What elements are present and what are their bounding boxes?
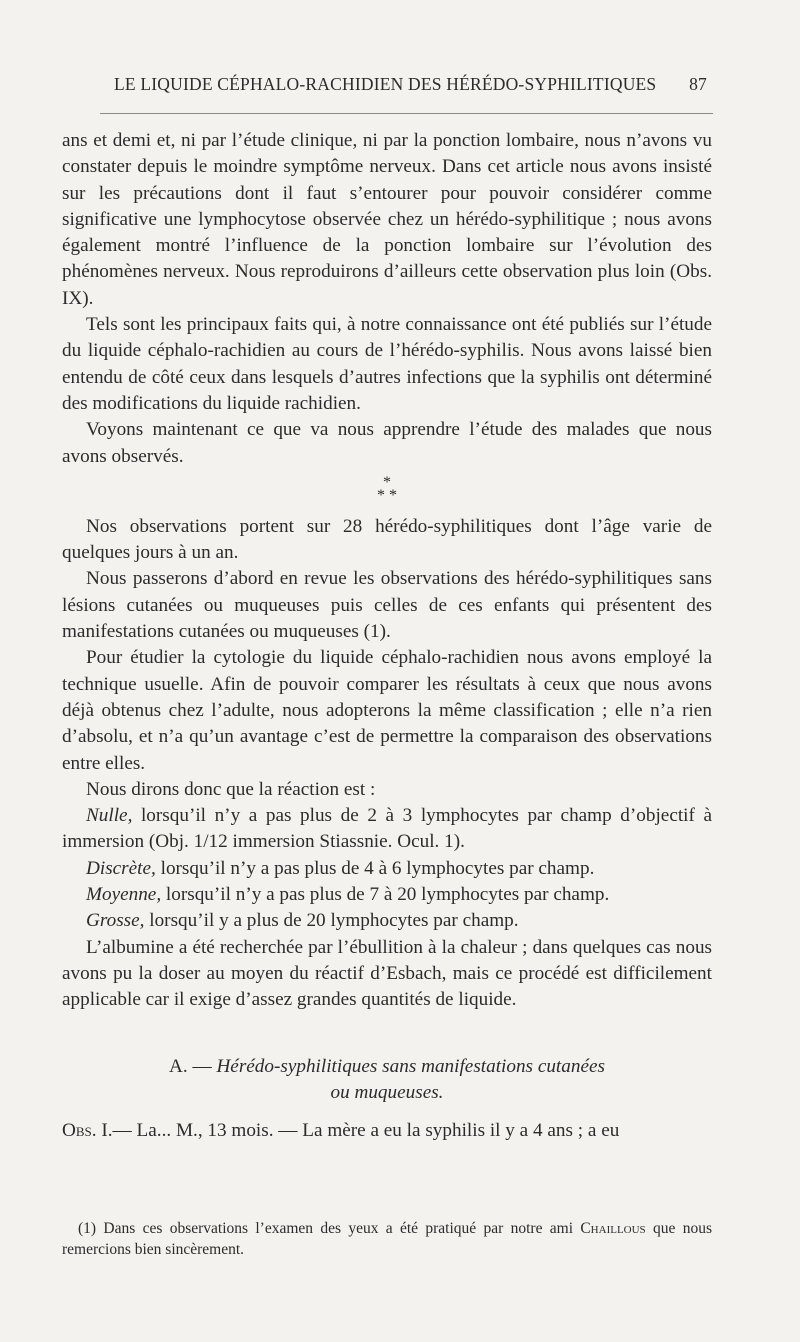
definition-term: Grosse, <box>86 910 145 932</box>
header-rule <box>100 113 713 114</box>
definition-text: lorsqu’il n’y a pas plus de 4 à 6 lymphocytes par champ. <box>155 857 595 879</box>
paragraph: Nos observations portent sur 28 hérédo-syphilitiques dont l’âge varie de quelques jours à un an. <box>62 515 712 564</box>
running-title: LE LIQUIDE CÉPHALO-RACHIDIEN DES HÉRÉDO-SYPHILITIQUES <box>114 74 657 94</box>
definition-nulle <box>62 803 712 856</box>
page-number: 87 <box>689 74 707 94</box>
footnote-marker: (1) <box>78 1220 97 1237</box>
definition-text: lorsqu’il n’y a pas plus de 2 à 3 lymphocytes par champ d’objectif à immersion (Obj. 1/12 immersion Stiassnie. Ocul. 1). <box>62 805 712 853</box>
footnote-text: Dans ces observations l’examen des yeux a été pratiqué par notre ami <box>96 1220 581 1237</box>
paragraph: Pour étudier la cytologie du liquide céphalo-rachidien nous avons employé la technique usuelle. Afin de pouvoir comparer les résultats à ceux que nous avons déjà obtenus chez l’adulte, nous adopterons la même classification ; elle n’a rien d’absolu, et n’a qu’un avantage c’est de permettre la comparaison des observations entre elles. <box>62 647 712 774</box>
section-heading-line1 <box>62 1054 712 1080</box>
footnote-text-end: que nous remercions bien sincèrement. <box>62 1220 712 1258</box>
section-heading-line2 <box>62 1080 712 1106</box>
section-title-cont: ou muqueuses. <box>330 1081 444 1103</box>
definition-term: Discrète, <box>86 857 156 879</box>
definition-term: Nulle, <box>86 805 133 827</box>
footnote-name: Chaillous <box>580 1220 646 1237</box>
section-title: Hérédo-syphilitiques sans manifestations cutanées <box>216 1055 605 1077</box>
paragraph: Tels sont les principaux faits qui, à notre connaissance ont été publiés sur l’étude du liquide céphalo-rachidien au cours de l’hérédo-syphilis. Nous avons laissé bien entendu de côté ceux dans lesquels d’autres infections que la syphilis ont déterminé des modifications du liquide rachidien. <box>62 314 712 414</box>
definition-term: Moyenne, <box>86 884 162 906</box>
paragraph-continuation: ans et demi et, ni par l’étude clinique, ni par la ponction lombaire, nous n’avons vu constater depuis le moindre symptôme nerveux. Dans cet article nous avons insisté sur les précautions dont il faut s’entourer pour pouvoir considérer comme significative une lymphocytose observée chez un hérédo-syphilitique ; nous avons également montré l’influence de la ponction lombaire sur l’évolution des phénomènes nerveux. Nous reproduirons d’ailleurs cette observation plus loin (Obs. IX). <box>62 130 712 309</box>
paragraph: Voyons maintenant ce que va nous apprendre l’étude des malades que nous avons observés. <box>62 419 712 467</box>
observation-text: — La... M., 13 mois. — La mère a eu la syphilis il y a 4 ans ; a eu <box>112 1119 620 1141</box>
paragraph: Nous passerons d’abord en revue les observations des hérédo-syphilitiques sans lésions cutanées ou muqueuses puis celles de ces enfants qui présentent des manifestations cutanées ou muqueuses (1). <box>62 568 712 643</box>
definition-text: lorsqu’il n’y a pas plus de 7 à 20 lymphocytes par champ. <box>161 884 610 906</box>
body-text <box>62 128 712 1144</box>
asterism-divider <box>62 473 712 504</box>
section-heading <box>62 1054 712 1106</box>
definition-discrete <box>62 856 712 882</box>
asterism-top: * <box>383 473 391 491</box>
definition-text: lorsqu’il y a plus de 20 lymphocytes par champ. <box>144 910 519 932</box>
definition-moyenne <box>62 882 712 908</box>
asterism-bottom: * * <box>377 486 397 504</box>
footnote-paragraph <box>62 1218 712 1260</box>
paragraph: Nous dirons donc que la réaction est : <box>86 778 376 800</box>
paragraph: L’albumine a été recherchée par l’ébullition à la chaleur ; dans quelques cas nous avons pu la doser au moyen du réactif d’Esbach, mais ce procédé est difficilement applicable car il exige d’assez grandes quantités de liquide. <box>62 936 712 1011</box>
observation-label: Obs. I. <box>62 1119 113 1141</box>
section-label: A. — <box>169 1055 217 1077</box>
definition-grosse <box>62 908 712 934</box>
observation-entry <box>62 1118 712 1144</box>
footnote <box>62 1218 712 1260</box>
